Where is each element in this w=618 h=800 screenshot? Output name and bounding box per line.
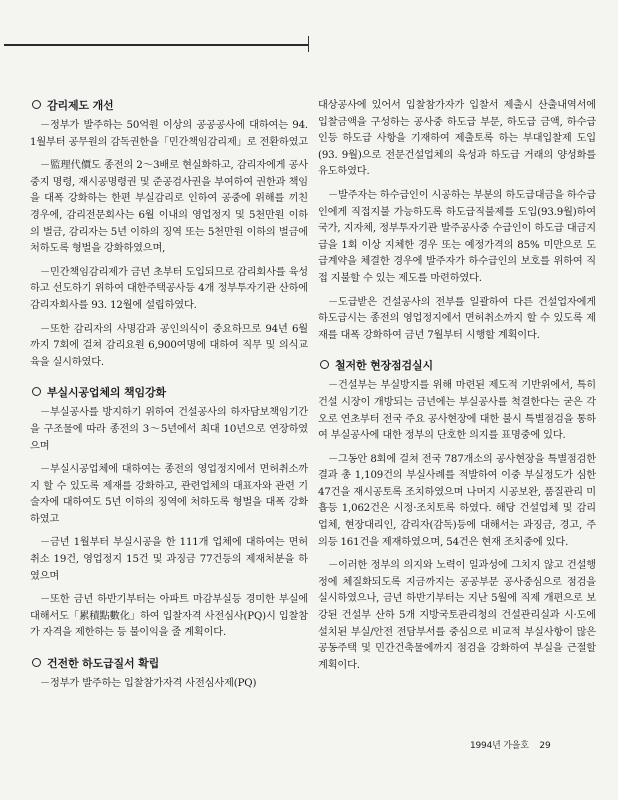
section-heading-text: 부실시공업체의 책임강화 [47,386,166,400]
body-paragraph: －정부가 발주하는 50억원 이상의 공공공사에 대하여는 94. 1월부터 공무원의 감독권한을「민간책임감리제」로 전환하였고 [30,120,308,148]
body-paragraph: －부실공사를 방지하기 위하여 건설공사의 하자담보책임기간을 구조물에 따라 종전의 3～5년에서 최대 10년으로 연장하였으며 [30,407,308,452]
body-paragraph: －건설부는 부실방지를 위해 마련된 제도적 기반위에서, 특히 건설 시장이 개방되는 금년에는 부실공사를 척결한다는 굳은 각오로 연초부터 전국 주요 공사현장에 대한 불시 특별점검을 통하여 부실공사에 대한 정부의 단호한 의지를 표명중에 있다. [318,380,596,442]
header-rule [4,44,308,46]
body-paragraph: －금년 1월부터 부실시공을 한 111개 업체에 대하여는 면허취소 19건, 영업정지 15건 및 과징금 77건등의 제재처분을 하였으며 [30,537,308,582]
circle-bullet-icon [320,360,329,369]
page-number: 29 [539,741,551,751]
circle-bullet-icon [32,387,41,396]
circle-bullet-icon [32,658,41,667]
body-paragraph: －부실시공업체에 대하여는 종전의 영업정지에서 면허취소까지 할 수 있도록 제재를 강화하고, 관련업체의 대표자와 관련 기술자에 대하여도 5년 이하의 징역에 처하도록 형벌을 대폭 강화하였고 [30,464,308,525]
body-paragraph: －監理代價도 종전의 2～3배로 현실화하고, 감리자에게 공사중지 명령, 재시공명령권 및 준공검사권을 부여하여 권한과 책임을 대폭 강화하는 한편 부실감리로 인하여 공중에 위해를 끼친 경우에, 감리전문회사는 6월 이내의 영업정지 및 5천만원 이하의 벌금, 감리자는 5년 이하의 징역 또는 5천만원 이하의 벌금에 처하도록 형벌을 강화하였으며, [30,160,308,255]
section-heading [30,656,308,672]
header-tick [308,36,309,52]
body-paragraph: －이러한 정부의 의지와 노력이 일과성에 그치지 않고 건설행정에 체질화되도록 지금까지는 공공부문 공사중심으로 점검을 실시하였으나, 금년 하반기부터는 지난 5월에 직제 개편으로 보강된 건설부 산하 5개 지방국토관리청의 건설관리실과 시·도에 설치된 부실/안전 전담부서를 중심으로 비교적 부실사항이 많은 공동주택 및 민간건축물에까지 점검을 강화하여 부실을 근절할 계획이다. [318,560,596,671]
right-column [318,98,596,681]
page-footer [470,738,550,751]
left-column [30,98,308,700]
body-paragraph: －도급받은 건설공사의 전부를 일괄하여 다른 건설업자에게 하도급시는 종전의 영업정지에서 면허취소까지 할 수 있도록 제재를 대폭 강화하여 금년 7월부터 시행할 계획이다. [318,296,596,341]
section-heading [30,385,308,401]
section-heading-text: 감리제도 개선 [47,99,114,112]
body-paragraph: －민간책임감리제가 금년 초부터 도입되므로 감리회사를 육성하고 선도하기 위하여 대한주택공사등 4개 정부투자기관 산하에 감리자회사를 93. 12월에 설립하였다. [30,266,308,311]
footer-issue: 1994년 가을호 [470,741,529,751]
section-heading-text: 건전한 하도급질서 확립 [47,657,160,671]
body-paragraph: －정부가 발주하는 입찰참가자격 사전심사제(PQ) [40,678,257,690]
section-heading [30,98,308,114]
body-paragraph: －또한 감리자의 사명감과 공인의식이 중요하므로 94년 6월까지 7회에 걸쳐 감리요원 6,900여명에 대하여 직무 및 의식교육을 실시하였다. [30,323,308,368]
body-paragraph: －그동안 8회에 걸쳐 전국 787개소의 공사현장을 특별점검한 결과 총 1,109건의 부실사례를 적발하여 이중 부실정도가 심한 47건을 재시공토록 조치하였으며 나머지 시공보완, 품질관리 미흡등 1,062건은 시정·조치토록 하였다. 해당 건설업체 및 감리업체, 현장대리인, 감리자(감독)등에 대해서는 과징금, 경고, 주의등 161건을 제재하였으며, 54건은 현재 조치중에 있다. [318,453,596,548]
body-paragraph: 대상공사에 있어서 입찰참가자가 입찰서 제출시 산출내역서에 입찰금액을 구성하는 공사중 하도급 부문, 하도급 금액, 하수급인등 하도급 사항을 기재하여 제출토록 하는 부대입찰제 도입(93. 9월)으로 전문건설업체의 육성과 하도급 거래의 양성화를 유도하였다. [318,100,596,178]
circle-bullet-icon [32,100,41,109]
body-paragraph: －발주자는 하수급인이 시공하는 부분의 하도급대금을 하수급인에게 직접지불 가능하도록 하도급직불제를 도입(93.9월)하여 국가, 지자체, 정부투자기관 발주공사중 수급인이 하도급 대금지급을 1회 이상 지체한 경우 또는 예정가격의 85% 미만으로 도급계약을 체결한 경우에 발주자가 하수급인의 보호를 위하여 직접 지불할 수 있는 제도를 마련하였다. [318,189,596,284]
section-heading [318,358,596,374]
section-heading-text: 철저한 현장점검실시 [335,359,433,373]
body-paragraph: －또한 금년 하반기부터는 아파트 마감부실등 경미한 부실에 대해서도「累積點數化」하여 입찰자격 사전심사(PQ)시 입찰참가 자격을 제한하는 등 불이익을 줄 계획이다. [30,594,308,639]
